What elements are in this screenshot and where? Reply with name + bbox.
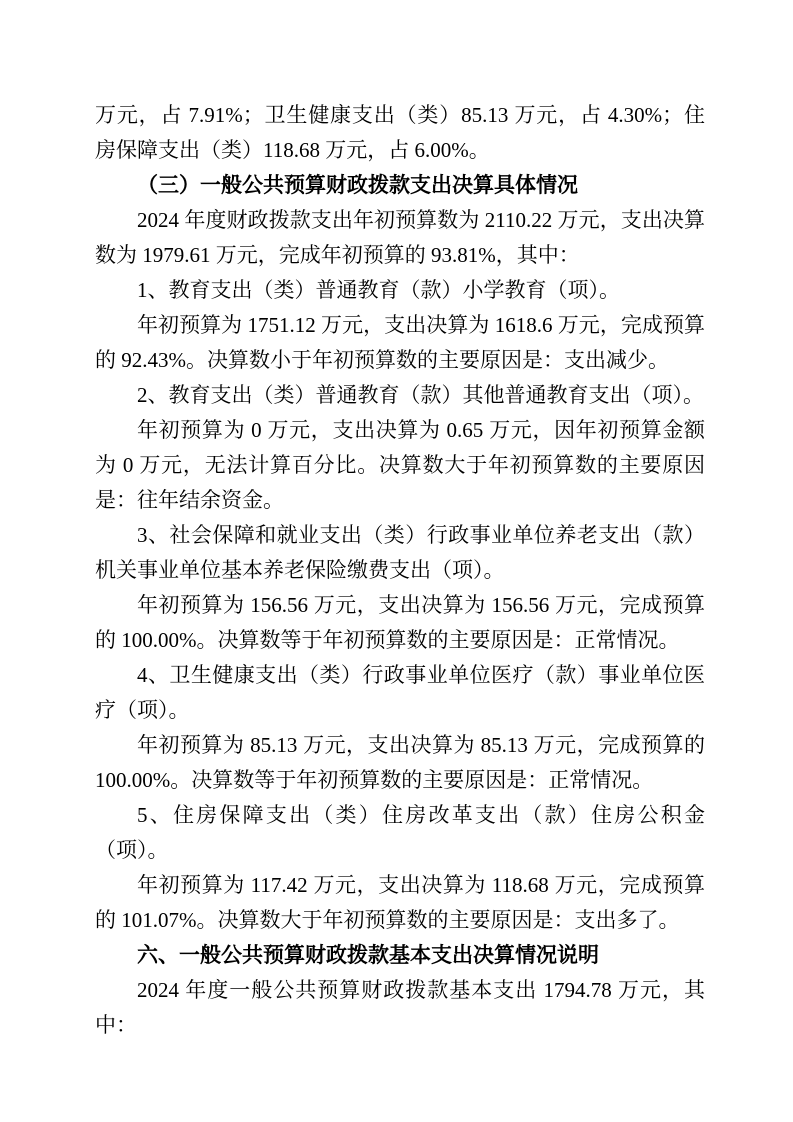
paragraph-item-1-detail: 年初预算为 1751.12 万元，支出决算为 1618.6 万元，完成预算的 92.43%。决算数小于年初预算数的主要原因是：支出减少。 xyxy=(95,313,705,372)
paragraph-item-2-detail: 年初预算为 0 万元，支出决算为 0.65 万元，因年初预算金额为 0 万元，无法计算百分比。决算数大于年初预算数的主要原因是：往年结余资金。 xyxy=(95,418,705,512)
section-heading-basic-expenditure: 六、一般公共预算财政拨款基本支出决算情况说明 xyxy=(137,944,599,967)
document-content xyxy=(95,98,705,1043)
paragraph-item-5-detail: 年初预算为 117.42 万元，支出决算为 118.68 万元，完成预算的 101.07%。决算数大于年初预算数的主要原因是：支出多了。 xyxy=(95,873,705,932)
paragraph-item-3-title: 3、社会保障和就业支出（类）行政事业单位养老支出（款）机关事业单位基本养老保险缴费支出（项）。 xyxy=(95,523,705,582)
section-heading-fiscal-expenditure-detail: （三）一般公共预算财政拨款支出决算具体情况 xyxy=(137,174,578,197)
paragraph-item-5-title: 5、住房保障支出（类）住房改革支出（款）住房公积金（项）。 xyxy=(95,803,705,862)
paragraph-basic-expenditure-overview: 2024 年度一般公共预算财政拨款基本支出 1794.78 万元，其中： xyxy=(95,978,705,1037)
paragraph-item-2-title: 2、教育支出（类）普通教育（款）其他普通教育支出（项）。 xyxy=(137,383,704,407)
paragraph-item-4-title: 4、卫生健康支出（类）行政事业单位医疗（款）事业单位医疗（项）。 xyxy=(95,663,705,722)
paragraph-item-4-detail: 年初预算为 85.13 万元，支出决算为 85.13 万元，完成预算的 100.00%。决算数等于年初预算数的主要原因是：正常情况。 xyxy=(95,733,705,792)
paragraph-continuation: 万元，占 7.91%；卫生健康支出（类）85.13 万元，占 4.30%；住房保障支出（类）118.68 万元，占 6.00%。 xyxy=(95,103,705,162)
paragraph-item-1-title: 1、教育支出（类）普通教育（款）小学教育（项）。 xyxy=(137,278,620,302)
paragraph-item-3-detail: 年初预算为 156.56 万元，支出决算为 156.56 万元，完成预算的 100.00%。决算数等于年初预算数的主要原因是：正常情况。 xyxy=(95,593,705,652)
paragraph-overview: 2024 年度财政拨款支出年初预算数为 2110.22 万元，支出决算数为 1979.61 万元，完成年初预算的 93.81%，其中： xyxy=(95,208,705,267)
